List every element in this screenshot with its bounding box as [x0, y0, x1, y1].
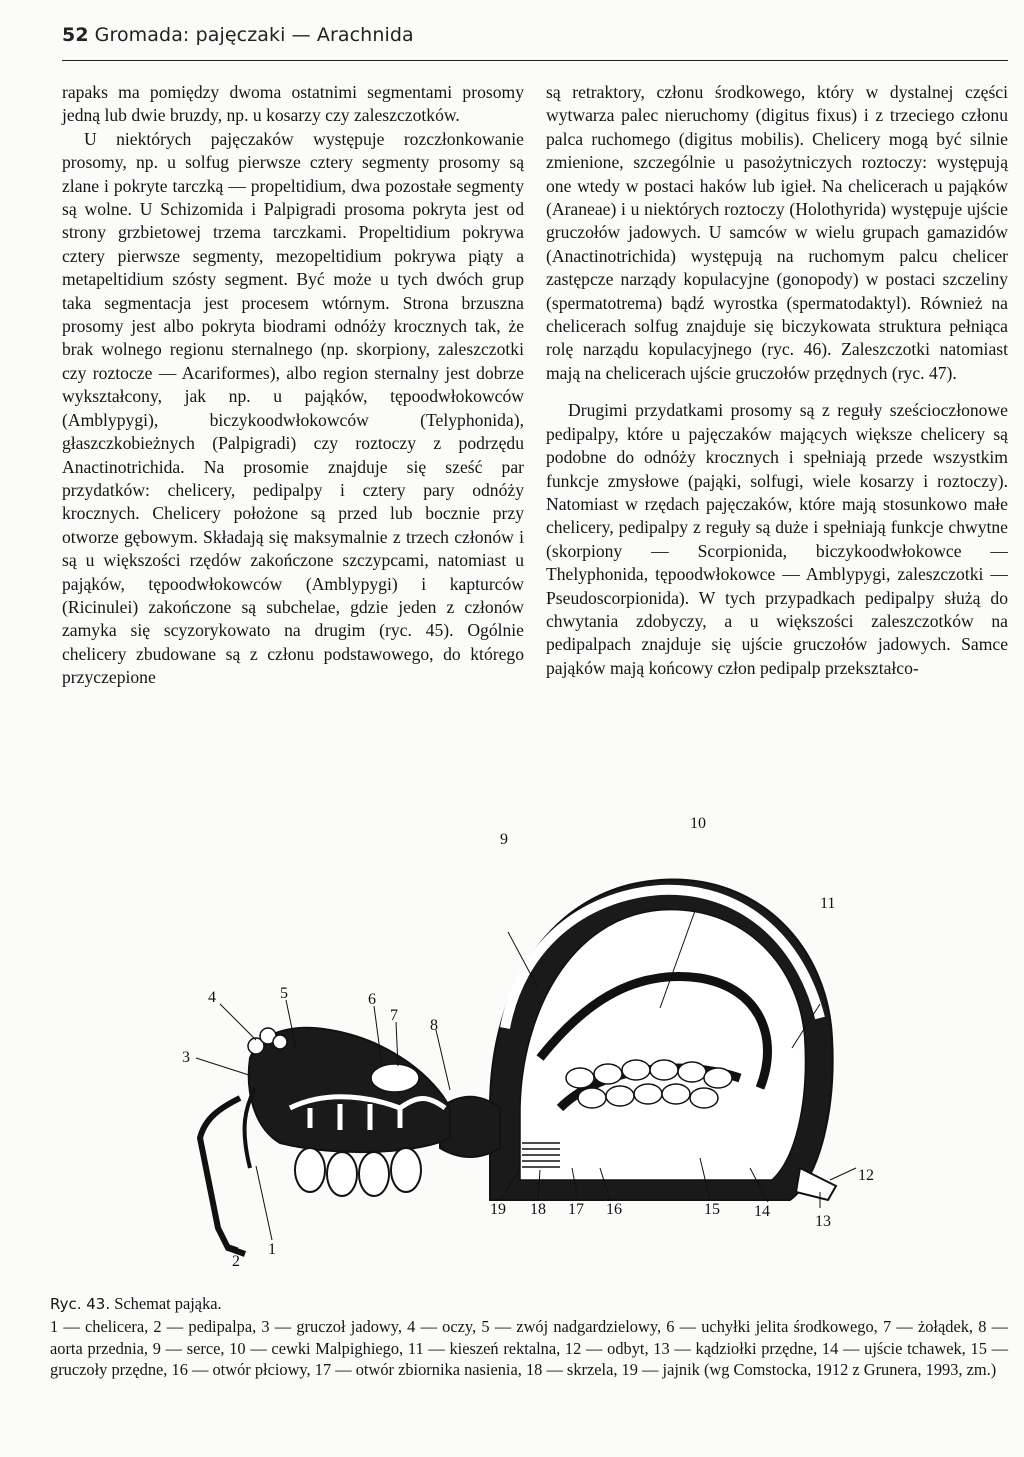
figure-label-6: 6: [368, 991, 376, 1008]
pedipalp: [200, 1098, 245, 1254]
figure-label-11: 11: [820, 895, 836, 912]
figure-label-2: 2: [232, 1253, 240, 1270]
spider-anatomy-figure: [160, 808, 900, 1278]
figure-label-1: 1: [268, 1241, 276, 1258]
page-number: 52: [62, 24, 89, 46]
figure-label-10: 10: [690, 815, 706, 832]
figure-label-13: 13: [815, 1213, 831, 1230]
figure-label-7: 7: [390, 1007, 398, 1024]
figure-label-4: 4: [208, 989, 216, 1006]
running-title: Gromada: pajęczaki — Arachnida: [94, 24, 414, 46]
figure-label-8: 8: [430, 1017, 438, 1034]
caption-body: 1 — chelicera, 2 — pedipalpa, 3 — gruczoł jadowy, 4 — oczy, 5 — zwój nadgardzielowy, 6 — uchyłki jelita środkowego, 7 — żołądek, 8 — aorta przednia, 9 — serce, 10 — cewki Malpighiego, 11 — kieszeń rektalna, 12 — odbyt, 13 — kądziołki przędne, 14 — ujście tchawek, 15 — gruczoły przędne, 16 — otwór płciowy, 17 — otwór zbiornika nasienia, 18 — skrzela, 19 — jajnik (wg Comstocka, 1912 z Grunera, 1993, zm.): [50, 1316, 1008, 1380]
caption-label: Ryc. 43.: [50, 1295, 111, 1313]
paragraph: rapaks ma pomiędzy dwoma ostatnimi segmentami prosomy jedną lub dwie bruzdy, np. u kosarzy czy zaleszczotków.: [62, 82, 524, 126]
figure-label-19: 19: [490, 1201, 506, 1218]
spider-diagram: [160, 808, 900, 1278]
figure-caption: [50, 1293, 1008, 1381]
spinnerets: [796, 1168, 836, 1200]
figure-label-12: 12: [858, 1167, 874, 1184]
paragraph: są retraktory, członu środkowego, który w dystalnej części wytwarza palec nieruchomy (digitus fixus) i z trzeciego członu palca ruchomego (digitus mobilis). Chelicery mogą być silnie zmienione, szczególnie u pasożytniczych roztoczy: występują one wtedy w postaci haków lub igieł. Na chelicerach u pająków (Araneae) i u niektórych roztoczy (Holothyrida) występuje ujście gruczołów jadowych. U samców w wielu grupach gamazidów (Anactinotrichida) występują na ruchomym palcu chelicer zastępcze narządy kopulacyjne (gonopody) w postaci szczeliny (spermatotrema) bądź wyrostka (spermatodaktyl). Również na chelicerach solfug znajduje się biczykowata struktura pełniąca rolę narządu kopulacyjnego (ryc. 46). Zaleszczotki natomiast mają na chelicerach ujście gruczołów przędnych (ryc. 47).: [546, 82, 1008, 383]
leg-coxae: [295, 1148, 421, 1196]
figure-label-16: 16: [606, 1201, 622, 1218]
stomach: [371, 1064, 419, 1092]
figure-label-18: 18: [530, 1201, 546, 1218]
figure-label-17: 17: [568, 1201, 584, 1218]
left-column: [62, 81, 524, 690]
figure-label-15: 15: [704, 1201, 720, 1218]
paragraph: U niektórych pajęczaków występuje rozczłonkowanie prosomy, np. u solfug pierwsze cztery segmenty prosomy są zlane i pokryte tarczką — propeltidium, dwa pozostałe segmenty są wolne. U Schizomida i Palpigradi prosoma pokryta jest od strony grzbietowej trzema tarczkami. Propeltidium pokrywa cztery pierwsze segmenty, mezopeltidium pokrywa piąty a metapeltidium szósty segment. Być może u tych dwóch grup taka segmentacja jest procesem wtórnym. Strona brzuszna prosomy jest albo pokryta biodrami odnóży krocznych tak, że brak wolnego regionu sternalnego (np. skorpiony, zaleszczotki czy roztocze — Acariformes), albo region sternalny jest dobrze wykształcony, jak np. u pająków, tępoodwłokowców (Amblypygi), biczykoodwłokowców (Telyphonida), głaszczkobieżnych (Palpigradi) czy roztoczy z podrzędu Anactinotrichida. Na prosomie znajduje się sześć par przydatków: chelicery, pedipalpy i cztery pary odnóży krocznych. Chelicery położone są przed lub bocznie przy otworze gębowym. Składają się maksymalnie z trzech członów i są u większości rzędów zakończone szczypcami, natomiast u pająków, tępoodwłokowców (Amblypygi) i kapturców (Ricinulei) zakończone są subchelae, gdzie jeden z członów zamyka się scyzorykowato na drugim (ryc. 45). Ogólnie chelicery zbudowane są z członu podstawowego, do którego przyczepione: [62, 128, 524, 688]
figure-label-3: 3: [182, 1049, 190, 1066]
figure-label-9: 9: [500, 831, 508, 848]
figure-label-5: 5: [280, 985, 288, 1002]
figure-label-14: 14: [754, 1203, 770, 1220]
caption-title: Schemat pająka.: [114, 1294, 222, 1313]
right-column: [546, 81, 1008, 680]
paragraph: Drugimi przydatkami prosomy są z reguły sześcioczłonowe pedipalpy, które u pajęczaków mających większe chelicery są podobne do odnóży krocznych i spełniają przede wszystkim funkcje zmysłowe (pająki, solfugi, wiele kosarzy i roztoczy). Natomiast w rzędach pajęczaków, które mają stosunkowo małe chelicery, pedipalpy z reguły są duże i spełniają funkcje chwytne (skorpiony — Scorpionida, biczykoodwłokowce — Thelyphonida, tępoodwłokowce — Amblypygi, zaleszczotki — Pseudoscorpionida). W tych przypadkach pedipalpy służą do chwytania zdobyczy, a u większości zaleszczotków na pedipalpach znajduje się ujście gruczołów jadowych. Samce pająków mają końcowy człon pedipalp przekształco-: [546, 400, 1008, 678]
running-header: [62, 24, 1008, 61]
